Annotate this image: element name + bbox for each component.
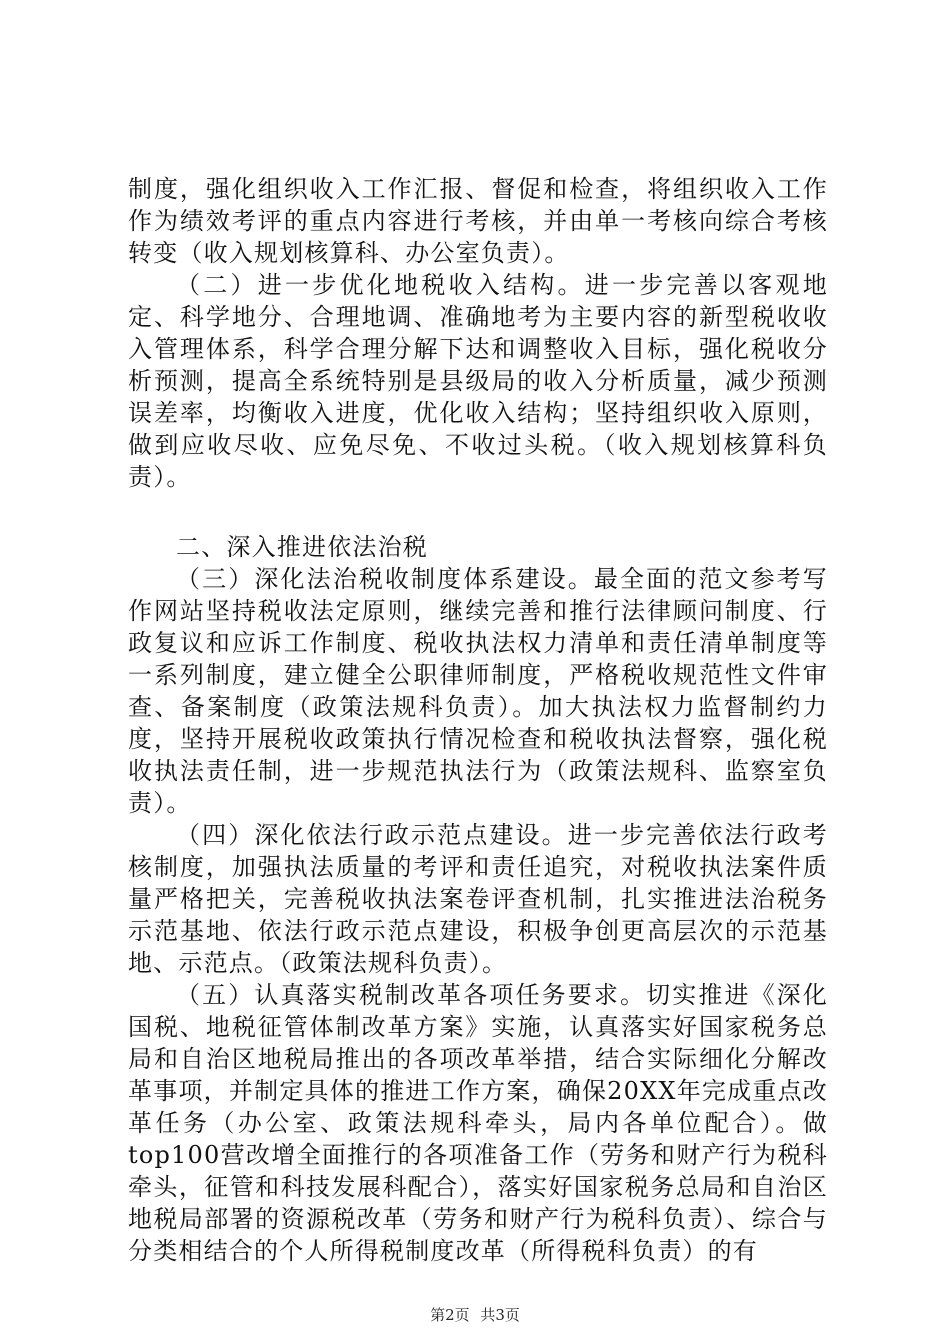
paragraph-5: （五）认真落实税制改革各项任务要求。切实推进《深化国税、地税征管体制改革方案》实施，认真落实好国家税务总局和自治区地税局推出的各项改革举措，结合实际细化分解改革事项，并制定具体的推进工作方案，确保20XX年完成重点改革任务（办公室、政策法规科牵头，局内各单位配合）。做top100营改增全面推行的各项准备工作（劳务和财产行为税科牵头，征管和科技发展科配合），落实好国家税务总局和自治区地税局部署的资源税改革（劳务和财产行为税科负责）、综合与分类相结合的个人所得税制度改革（所得税科负责）的有 [128, 981, 828, 1265]
page-footer [0, 1304, 950, 1325]
page-number: 第2页 [430, 1306, 470, 1324]
page-total: 共3页 [480, 1306, 520, 1324]
document-body [128, 173, 828, 1267]
paragraph-2: （二）进一步优化地税收入结构。进一步完善以客观地定、科学地分、合理地调、准确地考为主要内容的新型税收收入管理体系，科学合理分解下达和调整收入目标，强化税收分析预测，提高全系统特别是县级局的收入分析质量，减少预测误差率，均衡收入进度，优化收入结构；坚持组织收入原则，做到应收尽收、应免尽免、不收过头税。（收入规划核算科负责）。 [128, 271, 828, 491]
section-heading: 二、深入推进依法治税 [176, 533, 428, 561]
paragraph-4: （四）深化依法行政示范点建设。进一步完善依法行政考核制度，加强执法质量的考评和责任追究，对税收执法案件质量严格把关，完善税收执法案卷评查机制，扎实推进法治税务示范基地、依法行政示范点建设，积极争创更高层次的示范基地、示范点。（政策法规科负责）。 [128, 821, 828, 977]
paragraph-3: （三）深化法治税收制度体系建设。最全面的范文参考写作网站坚持税收法定原则，继续完善和推行法律顾问制度、行政复议和应诉工作制度、税收执法权力清单和责任清单制度等一系列制度，建立健全公职律师制度，严格税收规范性文件审查、备案制度（政策法规科负责）。加大执法权力监督制约力度，坚持开展税收政策执行情况检查和税收执法督察，强化税收执法责任制，进一步规范执法行为（政策法规科、监察室负责）。 [128, 565, 828, 817]
paragraph-continued: 制度，强化组织收入工作汇报、督促和检查，将组织收入工作作为绩效考评的重点内容进行考核，并由单一考核向综合考核转变（收入规划核算科、办公室负责）。 [128, 175, 828, 267]
